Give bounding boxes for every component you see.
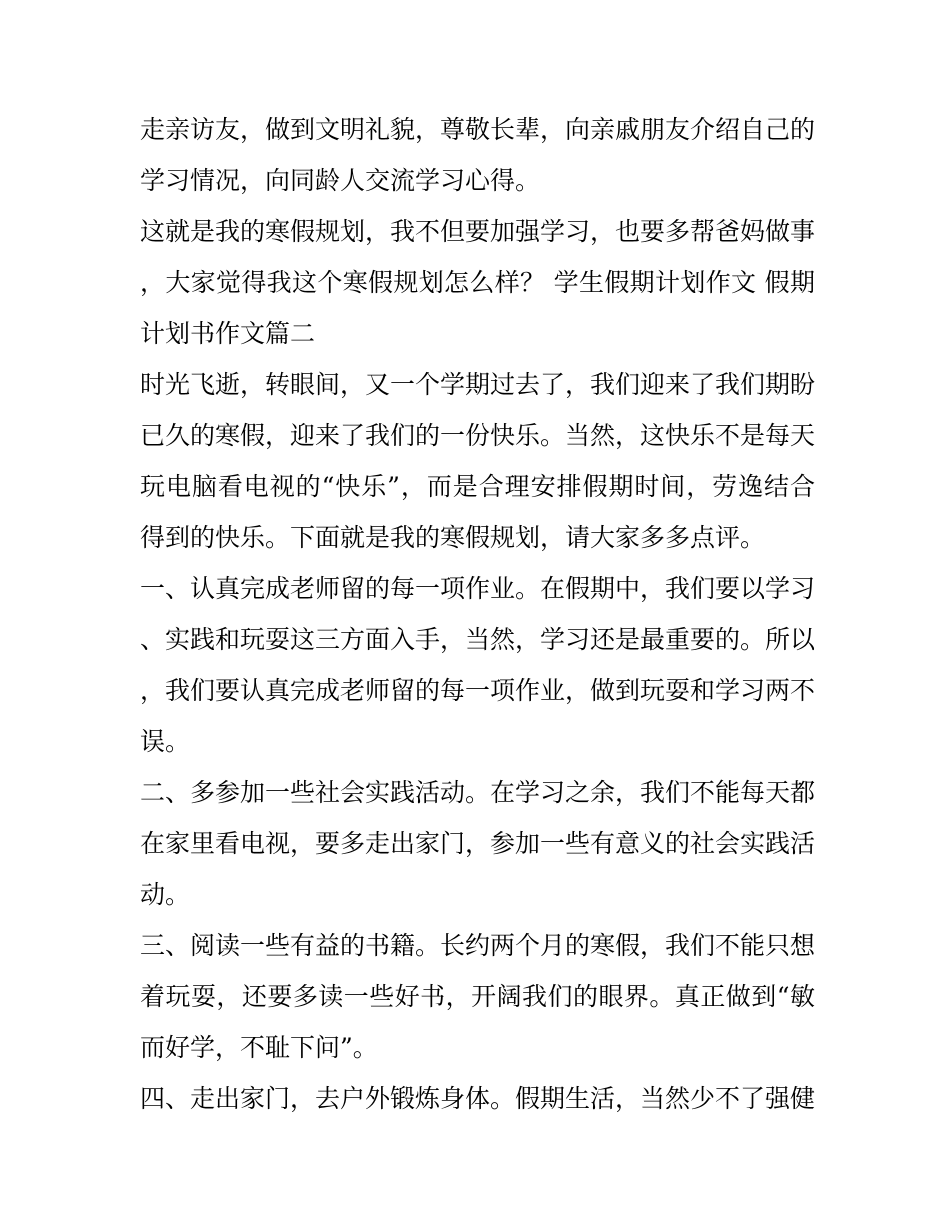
paragraph-item-three-reading: 三、阅读一些有益的书籍。长约两个月的寒假，我们不能只想着玩耍，还要多读一些好书，开阔我们的眼界。真正做到“敏而好学，不耻下问”。 [140,931,816,1062]
paragraph-item-two-social-practice: 二、多参加一些社会实践活动。在学习之余，我们不能每天都在家里看电视，要多走出家门，参加一些有意义的社会实践活动。 [140,778,816,909]
paragraph-introduction: 时光飞逝，转眼间，又一个学期过去了，我们迎来了我们期盼已久的寒假，迎来了我们的一份快乐。当然，这快乐不是每天玩电脑看电视的“快乐”，而是合理安排假期时间，劳逸结合得到的快乐。下面就是我的寒假规划，请大家多多点评。 [140,370,816,552]
paragraph-item-four-exercise: 四、走出家门，去户外锻炼身体。假期生活，当然少不了强健 [140,1084,816,1113]
paragraph-plan-summary: 这就是我的寒假规划，我不但要加强学习，也要多帮爸妈做事，大家觉得我这个寒假规划怎么样？ 学生假期计划作文 假期计划书作文篇二 [140,217,816,348]
document-body [140,104,815,1124]
paragraph-item-one-homework: 一、认真完成老师留的每一项作业。在假期中，我们要以学习、实践和玩耍这三方面入手，当然，学习还是最重要的。所以，我们要认真完成老师留的每一项作业，做到玩耍和学习两不误。 [140,574,816,756]
paragraph-visiting-relatives: 走亲访友，做到文明礼貌，尊敬长辈，向亲戚朋友介绍自己的学习情况，向同龄人交流学习心得。 [140,115,816,195]
